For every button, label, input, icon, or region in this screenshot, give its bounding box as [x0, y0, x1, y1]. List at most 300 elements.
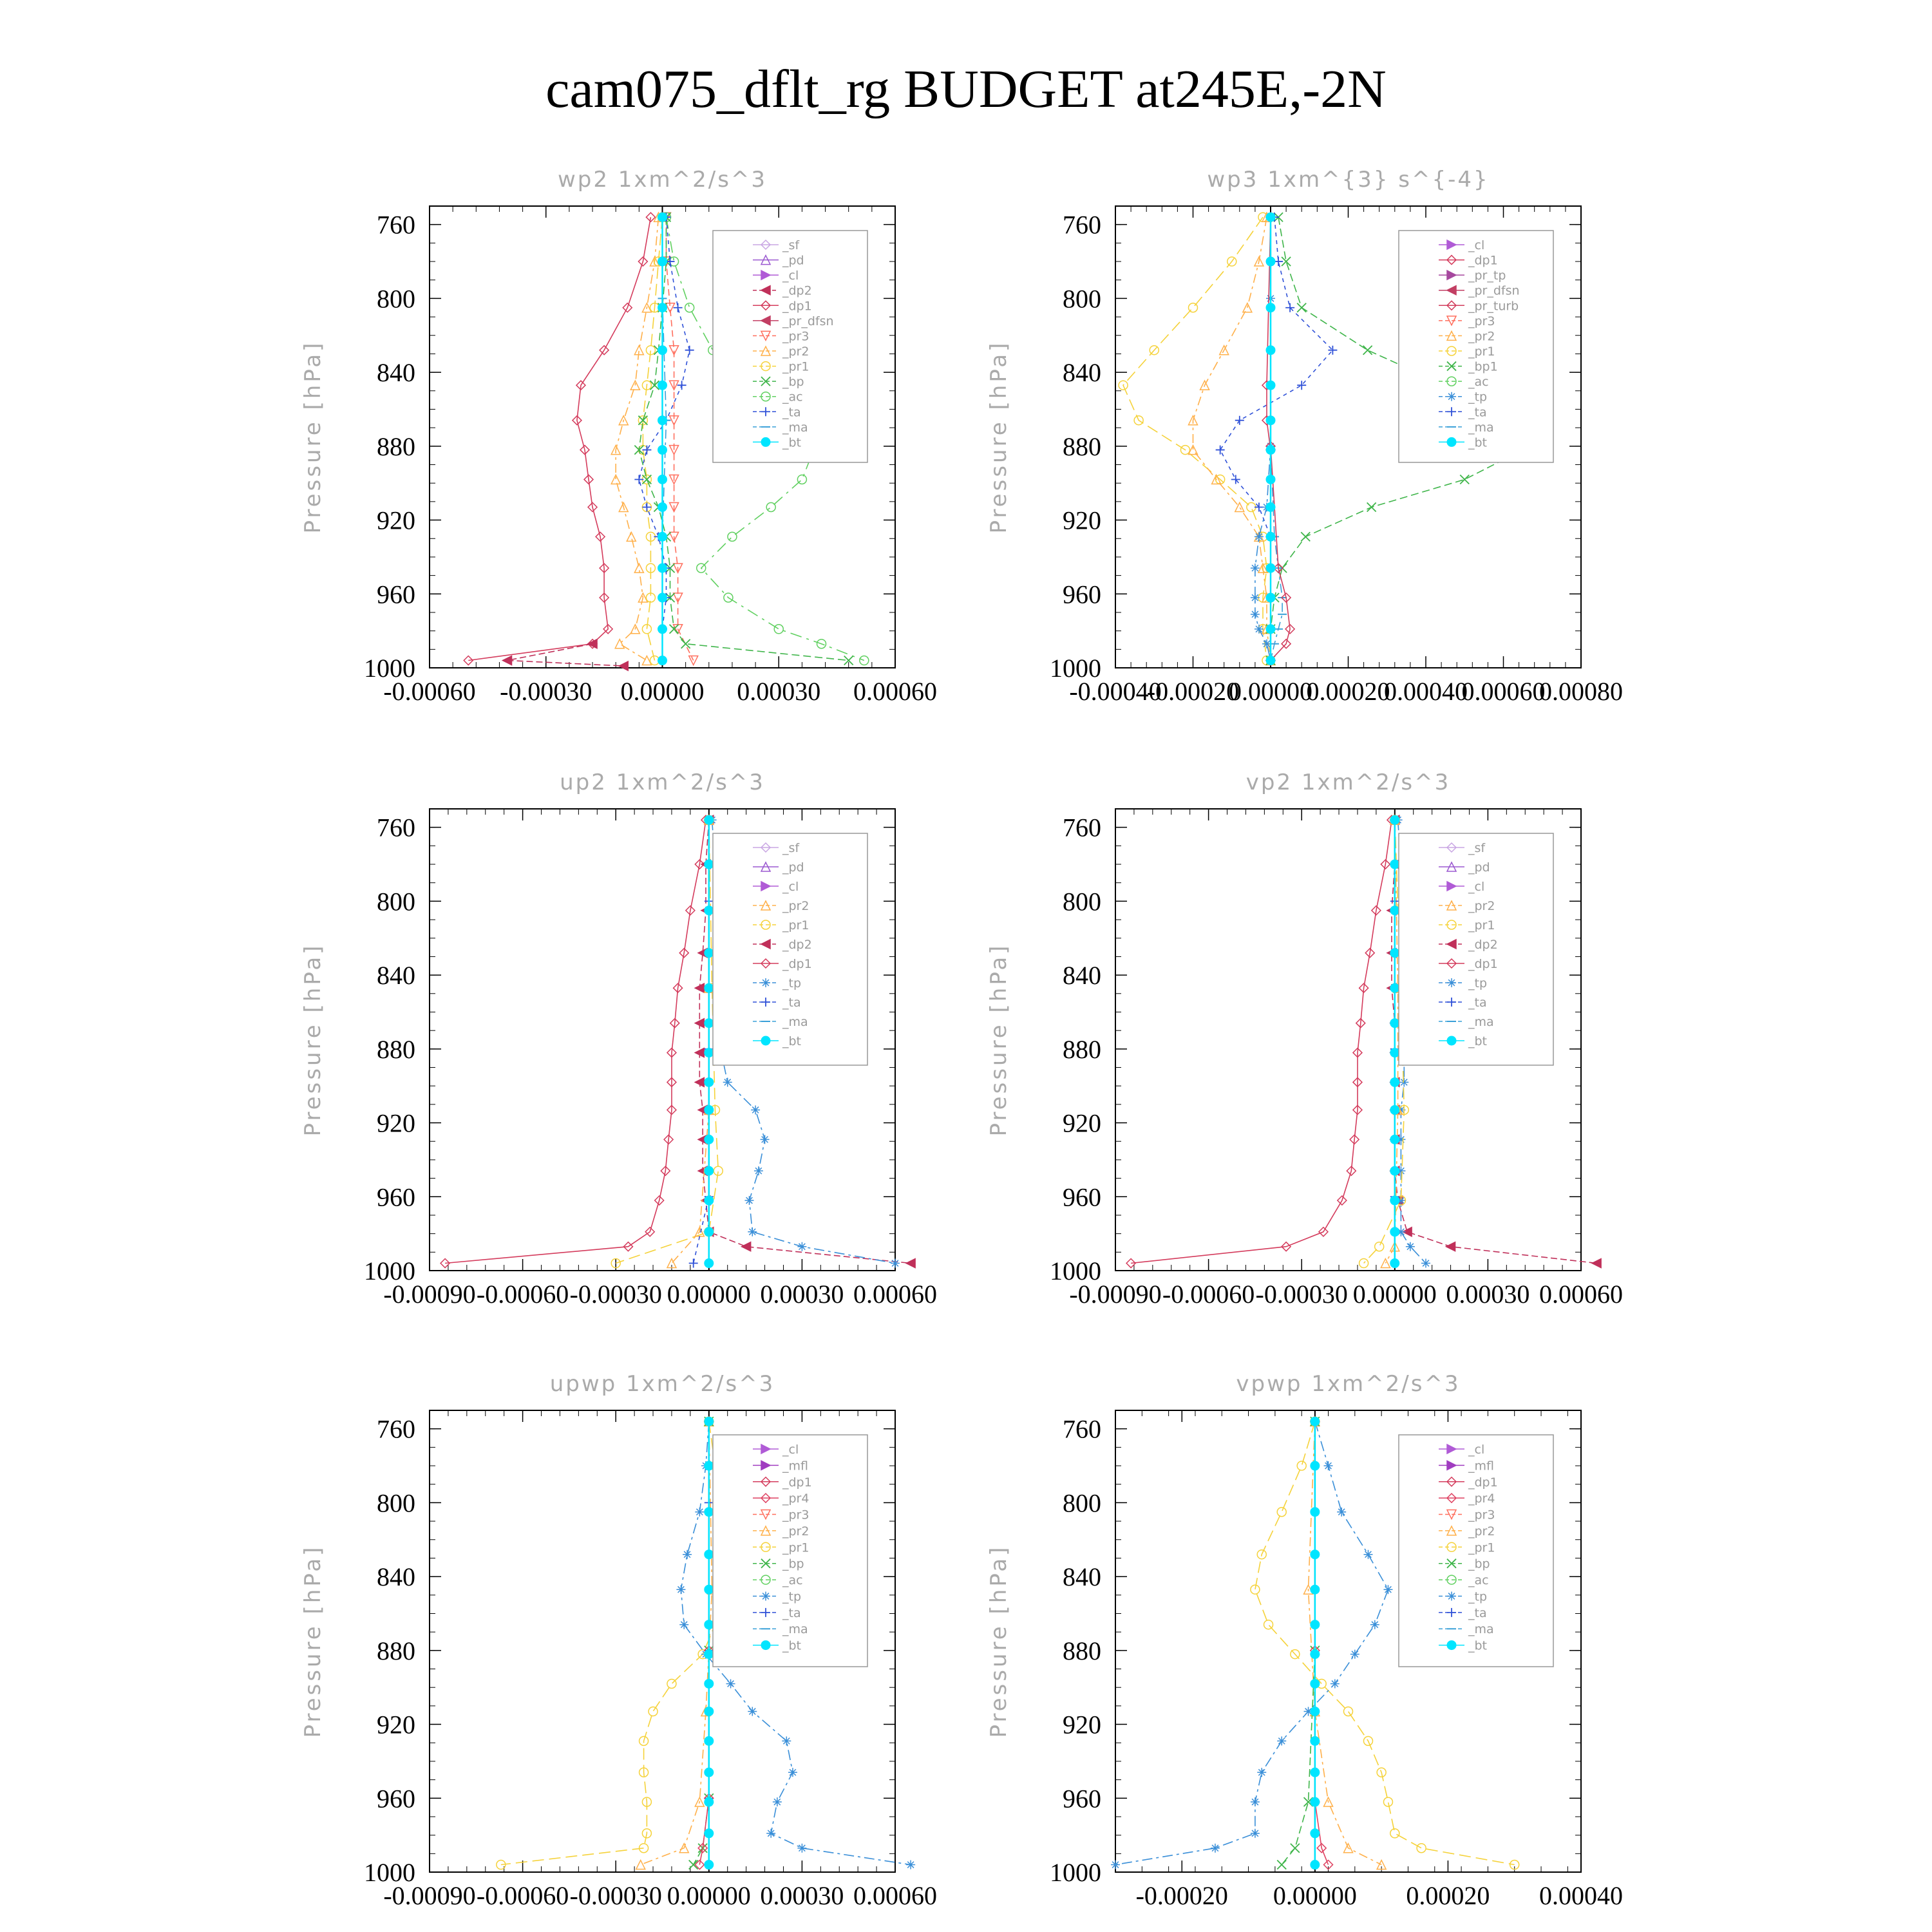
series-line — [1282, 1421, 1315, 1864]
series-line — [1115, 1421, 1388, 1864]
legend-label: _pr2 — [1468, 1524, 1495, 1539]
data-point — [689, 656, 698, 665]
data-point — [1592, 1259, 1601, 1268]
data-point — [1363, 1550, 1372, 1559]
data-point — [1390, 1077, 1399, 1086]
y-tick-label: 880 — [377, 1034, 415, 1064]
y-tick-label: 880 — [1063, 431, 1101, 461]
data-point — [705, 1166, 714, 1175]
y-tick-label: 880 — [377, 1636, 415, 1665]
x-tick-label: 0.00020 — [1306, 677, 1390, 706]
data-point — [1282, 257, 1291, 266]
data-point — [774, 625, 783, 634]
chart-panel-2 — [300, 770, 937, 1309]
data-point — [1390, 1196, 1399, 1205]
data-point — [906, 1259, 915, 1268]
data-point — [705, 1077, 714, 1086]
data-point — [782, 1736, 791, 1745]
data-point — [695, 1508, 704, 1517]
y-tick-label: 920 — [1063, 1108, 1101, 1138]
y-tick-label: 840 — [1063, 358, 1101, 388]
x-tick-label: 0.00030 — [760, 1280, 844, 1309]
data-point — [1297, 1461, 1306, 1470]
legend-label: _dp1 — [782, 1475, 812, 1490]
series-line — [1123, 217, 1267, 660]
data-point — [797, 1242, 806, 1251]
series-pr1 — [497, 1417, 729, 1869]
series-line — [445, 820, 706, 1263]
data-point — [1446, 1242, 1455, 1251]
data-point — [891, 1259, 900, 1268]
data-point — [1266, 303, 1275, 312]
data-point — [1311, 1829, 1320, 1838]
data-point — [1266, 593, 1275, 602]
x-tick-label: 0.00060 — [1539, 1280, 1623, 1309]
legend-label: _bt — [1468, 1638, 1488, 1653]
y-tick-label: 760 — [1063, 1414, 1101, 1444]
data-point — [705, 1196, 714, 1205]
legend-label: _pd — [782, 253, 804, 268]
data-point — [754, 1166, 763, 1175]
legend-label: _pr1 — [1468, 1540, 1495, 1555]
legend-label: _pr4 — [1468, 1492, 1495, 1506]
series-dp1 — [1126, 815, 1396, 1267]
legend — [1399, 833, 1553, 1065]
data-point — [705, 860, 714, 869]
x-tick-label: -0.00090 — [383, 1280, 476, 1309]
series-bt — [1390, 815, 1399, 1267]
data-point — [1390, 949, 1399, 958]
x-tick-label: -0.00030 — [569, 1881, 662, 1910]
data-point — [1324, 1461, 1333, 1470]
data-point — [1359, 1259, 1368, 1268]
legend-marker — [761, 1641, 770, 1650]
x-tick-label: 0.00030 — [1446, 1280, 1530, 1309]
x-tick-label: 0.00060 — [853, 677, 937, 706]
data-point — [705, 1585, 714, 1594]
legend-label: _pr1 — [782, 1540, 810, 1555]
data-point — [1266, 346, 1275, 355]
chart-panel-4 — [300, 1371, 937, 1910]
legend-label: _bt — [782, 1034, 802, 1048]
data-point — [1390, 983, 1399, 992]
data-point — [1311, 1679, 1320, 1688]
data-point — [1257, 1768, 1266, 1777]
x-tick-label: -0.00030 — [500, 677, 592, 706]
legend-label: _ma — [1468, 1622, 1494, 1637]
data-point — [1251, 1585, 1260, 1594]
x-tick-label: 0.00020 — [1406, 1881, 1490, 1910]
data-point — [611, 475, 620, 484]
data-point — [1370, 1620, 1379, 1629]
legend-label: _ac — [782, 1573, 803, 1588]
legend-label: _sf — [1468, 841, 1486, 855]
data-point — [658, 213, 667, 222]
data-point — [705, 1650, 714, 1659]
data-point — [728, 532, 737, 541]
data-point — [658, 381, 667, 390]
data-point — [1277, 1736, 1286, 1745]
data-point — [705, 1797, 714, 1806]
data-point — [1460, 475, 1469, 484]
data-point — [1264, 1620, 1273, 1629]
y-tick-label: 880 — [1063, 1636, 1101, 1665]
y-tick-label: 920 — [1063, 506, 1101, 535]
legend — [1399, 231, 1553, 462]
data-point — [1211, 1844, 1220, 1853]
legend-marker — [761, 1036, 770, 1045]
legend-marker — [1447, 1591, 1456, 1600]
data-point — [1251, 593, 1260, 602]
legend-label: _pr3 — [1468, 314, 1495, 328]
x-tick-label: 0.00040 — [1384, 677, 1468, 706]
data-point — [705, 1461, 714, 1470]
series-dp1 — [440, 815, 710, 1267]
legend-label: _pd — [782, 860, 804, 875]
legend-label: _dp1 — [1468, 1475, 1498, 1490]
data-point — [1337, 1508, 1346, 1517]
x-tick-label: -0.00020 — [1146, 677, 1240, 706]
data-point — [705, 815, 714, 824]
data-point — [1277, 1508, 1286, 1517]
data-point — [1266, 213, 1275, 222]
y-tick-label: 1000 — [1050, 1256, 1101, 1285]
data-point — [705, 1736, 714, 1745]
y-axis-label: Pressure [hPa] — [986, 943, 1012, 1137]
panel-title: wp2 1xm^2/s^3 — [557, 167, 768, 193]
data-point — [705, 1259, 714, 1268]
data-point — [1390, 860, 1399, 869]
data-point — [751, 1105, 760, 1114]
data-point — [1311, 1585, 1320, 1594]
legend-label: _ta — [1468, 405, 1487, 420]
series-line — [616, 217, 658, 660]
data-point — [1311, 1797, 1320, 1806]
data-point — [1311, 1461, 1320, 1470]
data-point — [615, 639, 624, 649]
data-point — [1311, 1768, 1320, 1777]
panel-title: wp3 1xm^{3} s^{-4} — [1207, 167, 1490, 193]
y-tick-label: 840 — [377, 961, 415, 990]
x-tick-label: 0.00000 — [667, 1280, 751, 1309]
legend-label: _bt — [1468, 435, 1488, 450]
y-tick-label: 960 — [1063, 1182, 1101, 1212]
data-point — [748, 1227, 757, 1236]
series-bt — [1266, 213, 1275, 665]
data-point — [1344, 1707, 1353, 1716]
data-point — [1381, 1259, 1390, 1268]
series-line — [1131, 820, 1392, 1263]
data-point — [1251, 610, 1260, 619]
data-point — [1331, 1679, 1340, 1688]
legend-label: _pr3 — [782, 329, 810, 344]
data-point — [636, 1861, 645, 1870]
y-tick-label: 960 — [377, 580, 415, 609]
series-line — [468, 217, 650, 660]
legend-label: _pr4 — [782, 1492, 810, 1506]
x-tick-label: -0.00030 — [1255, 1280, 1348, 1309]
data-point — [619, 661, 628, 670]
data-point — [1247, 502, 1256, 511]
legend-label: _pr1 — [1468, 345, 1495, 359]
data-point — [788, 1768, 797, 1777]
y-tick-label: 800 — [1063, 284, 1101, 314]
data-point — [1297, 303, 1306, 312]
data-point — [658, 625, 667, 634]
series-line — [1193, 217, 1271, 660]
legend-label: _pr3 — [782, 1508, 810, 1522]
data-point — [1311, 1550, 1320, 1559]
x-tick-label: -0.00030 — [569, 1280, 662, 1309]
series-line — [672, 820, 709, 1263]
data-point — [1251, 1797, 1260, 1806]
y-tick-label: 840 — [377, 1562, 415, 1592]
data-point — [766, 502, 775, 511]
legend-label: _dp1 — [782, 299, 812, 314]
legend-label: _dp2 — [1468, 938, 1498, 952]
legend-label: _cl — [1468, 238, 1485, 252]
legend-label: _ta — [782, 405, 801, 420]
y-tick-label: 880 — [1063, 1034, 1101, 1064]
data-point — [1417, 1844, 1426, 1853]
y-axis-label: Pressure [hPa] — [986, 1544, 1012, 1738]
data-point — [705, 1227, 714, 1236]
legend-label: _tp — [782, 1589, 802, 1604]
data-point — [705, 1550, 714, 1559]
data-point — [1216, 446, 1225, 455]
data-point — [689, 1861, 698, 1870]
series-line — [1309, 1421, 1382, 1864]
legend-label: _ac — [1468, 375, 1489, 390]
data-point — [705, 1105, 714, 1114]
legend-label: _pr1 — [782, 359, 810, 374]
legend-label: _sf — [782, 238, 800, 252]
legend-label: _ma — [1468, 1015, 1494, 1029]
page-title: cam075_dflt_rg BUDGET at245E,-2N — [545, 59, 1387, 119]
legend-marker — [1447, 437, 1456, 446]
x-tick-label: -0.00060 — [383, 677, 476, 706]
legend-label: _dp1 — [1468, 957, 1498, 971]
data-point — [1291, 1844, 1300, 1853]
series-bt — [1311, 1417, 1320, 1869]
data-point — [1390, 1019, 1399, 1028]
y-tick-label: 1000 — [364, 1256, 415, 1285]
x-tick-label: 0.00000 — [1273, 1881, 1357, 1910]
data-point — [1266, 475, 1275, 484]
y-tick-label: 840 — [377, 358, 415, 388]
y-tick-label: 920 — [377, 506, 415, 535]
data-point — [667, 1679, 676, 1688]
legend-label: _bp — [782, 375, 804, 390]
legend-label: _bp1 — [1468, 359, 1498, 374]
data-point — [683, 1550, 692, 1559]
data-point — [658, 346, 667, 355]
data-point — [503, 656, 512, 665]
x-tick-label: -0.00090 — [383, 1881, 476, 1910]
y-tick-label: 760 — [377, 210, 415, 240]
data-point — [658, 656, 667, 665]
data-point — [677, 381, 687, 390]
data-point — [1235, 416, 1244, 425]
panel-title: up2 1xm^2/s^3 — [560, 770, 765, 795]
chart-panel-0 — [300, 167, 937, 706]
legend-label: _cl — [1468, 880, 1485, 894]
y-axis-label: Pressure [hPa] — [300, 340, 326, 534]
y-tick-label: 920 — [377, 1710, 415, 1739]
data-point — [1311, 1417, 1320, 1426]
legend-marker — [761, 1591, 770, 1600]
y-axis-label: Pressure [hPa] — [300, 943, 326, 1137]
data-point — [705, 1048, 714, 1057]
data-point — [1367, 502, 1376, 511]
y-tick-label: 800 — [377, 887, 415, 916]
x-tick-label: 0.00030 — [760, 1881, 844, 1910]
legend-marker — [1447, 1641, 1456, 1650]
data-point — [726, 1679, 735, 1688]
legend-label: _pr2 — [782, 345, 810, 359]
legend-label: _cl — [782, 880, 799, 894]
y-tick-label: 1000 — [364, 654, 415, 683]
x-tick-label: 0.00060 — [853, 1881, 937, 1910]
data-point — [1311, 1861, 1320, 1870]
legend-label: _pr1 — [782, 918, 810, 933]
y-tick-label: 1000 — [364, 1858, 415, 1887]
y-tick-label: 960 — [1063, 580, 1101, 609]
legend-label: _pr_dfsn — [782, 314, 834, 328]
data-point — [1266, 502, 1275, 511]
legend-label: _bp — [1468, 1557, 1490, 1571]
data-point — [658, 446, 667, 455]
legend-label: _dp1 — [1468, 253, 1498, 268]
data-point — [1266, 656, 1275, 665]
legend-marker — [761, 978, 770, 987]
y-tick-label: 800 — [377, 284, 415, 314]
data-point — [588, 639, 597, 649]
data-point — [685, 346, 694, 355]
legend-label: _mfl — [782, 1459, 808, 1473]
data-point — [1390, 1135, 1399, 1144]
data-point — [1375, 1242, 1384, 1251]
x-tick-label: 0.00060 — [853, 1280, 937, 1309]
x-tick-label: 0.00080 — [1539, 677, 1623, 706]
x-tick-label: -0.00060 — [476, 1280, 569, 1309]
data-point — [1390, 1259, 1399, 1268]
legend-label: _dp2 — [782, 283, 812, 298]
legend-marker — [1447, 1036, 1456, 1045]
data-point — [1311, 1650, 1320, 1659]
y-tick-label: 840 — [1063, 1562, 1101, 1592]
data-point — [705, 949, 714, 958]
series-pr1 — [1119, 213, 1271, 665]
legend-label: _tp — [782, 976, 802, 990]
data-point — [1266, 532, 1275, 541]
legend-label: _sf — [782, 841, 800, 855]
series-bt — [705, 1417, 714, 1869]
data-point — [658, 564, 667, 573]
data-point — [1390, 1829, 1399, 1838]
data-point — [1390, 1227, 1399, 1236]
legend-marker — [761, 437, 770, 446]
data-point — [658, 502, 667, 511]
data-point — [1363, 346, 1372, 355]
data-point — [1251, 564, 1260, 573]
data-point — [1383, 1585, 1392, 1594]
legend-label: _ta — [1468, 1605, 1487, 1620]
data-point — [627, 532, 636, 541]
legend-label: _ma — [1468, 420, 1494, 435]
data-point — [658, 532, 667, 541]
data-point — [705, 1620, 714, 1629]
data-point — [761, 1135, 770, 1144]
x-tick-label: 0.00000 — [1352, 1280, 1437, 1309]
legend-label: _bt — [782, 1638, 802, 1653]
data-point — [773, 1797, 782, 1806]
data-point — [1399, 1077, 1408, 1086]
legend-label: _dp1 — [782, 957, 812, 971]
data-point — [1266, 416, 1275, 425]
legend-label: _bp — [782, 1557, 804, 1571]
data-point — [1390, 1048, 1399, 1057]
data-point — [1390, 1166, 1399, 1175]
data-point — [742, 1242, 751, 1251]
y-tick-label: 800 — [1063, 1488, 1101, 1518]
y-tick-label: 920 — [1063, 1710, 1101, 1739]
series-pr2 — [1189, 213, 1276, 665]
data-point — [906, 1861, 915, 1870]
legend-label: _pd — [1468, 860, 1490, 875]
data-point — [1111, 1861, 1120, 1870]
data-point — [705, 1135, 714, 1144]
data-point — [1311, 1736, 1320, 1745]
series-ta — [1216, 213, 1338, 665]
data-point — [705, 1707, 714, 1716]
data-point — [1383, 1797, 1392, 1806]
data-point — [658, 257, 667, 266]
data-point — [1390, 906, 1399, 915]
data-point — [634, 475, 643, 484]
y-axis-label: Pressure [hPa] — [986, 340, 1012, 534]
y-tick-label: 880 — [377, 431, 415, 461]
data-point — [705, 1019, 714, 1028]
data-point — [1311, 1508, 1320, 1517]
data-point — [705, 1508, 714, 1517]
legend — [1399, 1435, 1553, 1667]
legend-label: _ac — [782, 390, 803, 404]
data-point — [1251, 1829, 1260, 1838]
legend-label: _ma — [782, 420, 808, 435]
chart-panel-3 — [986, 770, 1623, 1309]
data-point — [1350, 1650, 1359, 1659]
legend-label: _pr2 — [1468, 899, 1495, 913]
data-point — [1301, 532, 1310, 541]
series-line — [641, 1421, 712, 1864]
series-dp1 — [464, 213, 655, 665]
data-point — [1390, 1105, 1399, 1114]
y-tick-label: 800 — [377, 1488, 415, 1518]
x-tick-label: -0.00040 — [1069, 677, 1162, 706]
x-tick-label: -0.00090 — [1069, 1280, 1162, 1309]
series-dp2 — [503, 639, 629, 670]
data-point — [658, 303, 667, 312]
y-tick-label: 760 — [1063, 813, 1101, 842]
panel-title: vpwp 1xm^2/s^3 — [1236, 1371, 1461, 1397]
data-point — [1255, 625, 1264, 634]
data-point — [705, 906, 714, 915]
data-point — [705, 1417, 714, 1426]
legend-label: _cl — [782, 1443, 799, 1457]
y-tick-label: 960 — [1063, 1784, 1101, 1814]
y-tick-label: 1000 — [1050, 1858, 1101, 1887]
